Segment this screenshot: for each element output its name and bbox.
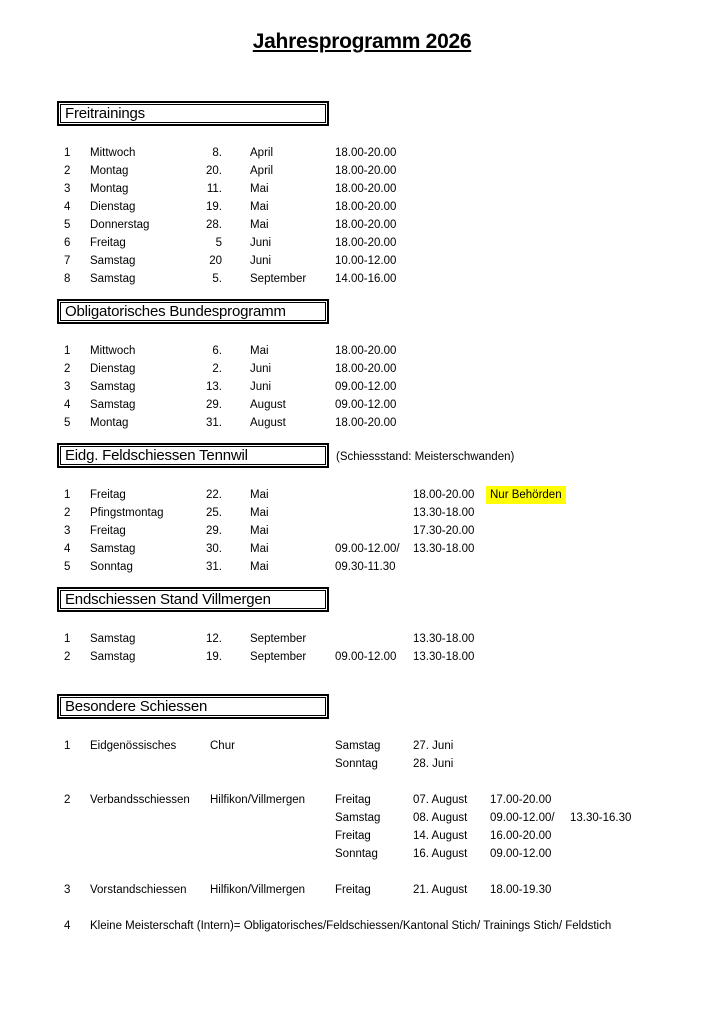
- table-row: [0, 558, 724, 576]
- weekday: Samstag: [90, 255, 136, 267]
- date-day: 12.: [206, 633, 222, 645]
- table-row: [0, 630, 724, 648]
- weekday: Sonntag: [335, 758, 378, 770]
- row-number: 7: [64, 255, 71, 267]
- date: 07. August: [413, 794, 468, 806]
- date-month: April: [250, 165, 274, 177]
- row-number: 1: [64, 345, 71, 357]
- table-row: [0, 504, 724, 522]
- date-month: Mai: [250, 345, 269, 357]
- weekday: Freitag: [90, 489, 126, 501]
- event-name: Eidgenössisches: [90, 740, 177, 752]
- event-location: Hilfikon/Villmergen: [210, 794, 306, 806]
- date: 27. Juni: [413, 740, 454, 752]
- weekday: Samstag: [90, 381, 136, 393]
- date-month: September: [250, 651, 307, 663]
- date-day: 6.: [212, 345, 222, 357]
- date-day: 31.: [206, 417, 222, 429]
- date-month: Mai: [250, 561, 269, 573]
- date-month: Mai: [250, 489, 269, 501]
- date-day: 19.: [206, 651, 222, 663]
- date-month: September: [250, 273, 307, 285]
- date-month: Juni: [250, 255, 272, 267]
- row-number: 1: [64, 489, 71, 501]
- time-range: 18.00-20.00: [335, 183, 397, 195]
- event-name: Verbandsschiessen: [90, 794, 190, 806]
- row-number: 1: [64, 633, 71, 645]
- time-range: 09.00-12.00: [335, 381, 397, 393]
- date-day: 19.: [206, 201, 222, 213]
- time-range: 18.00-20.00: [335, 201, 397, 213]
- weekday: Samstag: [335, 740, 381, 752]
- date: 16. August: [413, 848, 468, 860]
- date-month: April: [250, 147, 274, 159]
- note-badge: Nur Behörden: [486, 486, 566, 504]
- row-number: 4: [64, 201, 71, 213]
- weekday: Freitag: [90, 525, 126, 537]
- weekday: Samstag: [90, 273, 136, 285]
- weekday: Freitag: [335, 794, 371, 806]
- time-range: 09.00-12.00: [335, 399, 397, 411]
- weekday: Mittwoch: [90, 345, 136, 357]
- weekday: Freitag: [90, 237, 126, 249]
- event-location: Hilfikon/Villmergen: [210, 884, 306, 896]
- row-number: 6: [64, 237, 71, 249]
- table-row: [0, 737, 724, 755]
- row-number: 2: [64, 651, 71, 663]
- time-range: 17.30-20.00: [413, 525, 475, 537]
- table-row: [0, 360, 724, 378]
- table-row: [0, 144, 724, 162]
- weekday: Sonntag: [90, 561, 133, 573]
- weekday: Samstag: [335, 812, 381, 824]
- time-range: 18.00-20.00: [335, 345, 397, 357]
- date-month: August: [250, 417, 286, 429]
- date-day: 20.: [206, 165, 222, 177]
- row-number: 1: [64, 147, 71, 159]
- row-number: 5: [64, 219, 71, 231]
- event-location: Chur: [210, 740, 235, 752]
- section-heading-box: [60, 590, 326, 609]
- row-number: 2: [64, 165, 71, 177]
- row-number: 8: [64, 273, 71, 285]
- time-range: 18.00-20.00: [413, 489, 475, 501]
- table-row: [0, 396, 724, 414]
- table-row: [0, 198, 724, 216]
- row-number: 2: [64, 507, 71, 519]
- date-day: 13.: [206, 381, 222, 393]
- table-row: [0, 180, 724, 198]
- time-range: 18.00-20.00: [335, 147, 397, 159]
- table-row: [0, 486, 724, 504]
- date-day: 31.: [206, 561, 222, 573]
- time-range: 10.00-12.00: [335, 255, 397, 267]
- table-row: [0, 342, 724, 360]
- row-number: 4: [64, 920, 71, 932]
- table-row: [0, 162, 724, 180]
- table-row: [0, 522, 724, 540]
- weekday: Samstag: [90, 633, 136, 645]
- time-range: 18.00-20.00: [335, 237, 397, 249]
- date-month: Mai: [250, 201, 269, 213]
- date-month: Mai: [250, 525, 269, 537]
- table-row: [0, 540, 724, 558]
- time-range: 09.30-11.30: [335, 561, 396, 573]
- date-day: 20: [209, 255, 222, 267]
- date: 21. August: [413, 884, 468, 896]
- date-month: Juni: [250, 363, 272, 375]
- date-day: 29.: [206, 525, 222, 537]
- date: 28. Juni: [413, 758, 454, 770]
- table-row: [0, 252, 724, 270]
- row-number: 1: [64, 740, 71, 752]
- weekday: Montag: [90, 417, 129, 429]
- section-heading-box: [60, 302, 326, 321]
- date-day: 5: [215, 237, 222, 249]
- date-day: 5.: [212, 273, 222, 285]
- date-month: September: [250, 633, 307, 645]
- time-range: 13.30-18.00: [413, 651, 475, 663]
- time-range: 13.30-18.00: [413, 507, 475, 519]
- row-number: 4: [64, 543, 71, 555]
- time-range: 13.30-18.00: [413, 633, 475, 645]
- time-range: 17.00-20.00: [490, 794, 552, 806]
- row-number: 5: [64, 417, 71, 429]
- row-number: 4: [64, 399, 71, 411]
- weekday: Samstag: [90, 651, 136, 663]
- weekday: Samstag: [90, 399, 136, 411]
- table-row: [0, 845, 724, 863]
- time-range: 18.00-20.00: [335, 363, 397, 375]
- row-number: 3: [64, 525, 71, 537]
- date-day: 30.: [206, 543, 222, 555]
- date-day: 25.: [206, 507, 222, 519]
- note-text: Kleine Meisterschaft (Intern)= Obligatorisches/Feldschiessen/Kantonal Stich/ Trainings Stich/ Feldstich: [90, 920, 612, 932]
- weekday: Montag: [90, 165, 129, 177]
- table-row: [0, 648, 724, 666]
- time-range: 18.00-20.00: [335, 417, 397, 429]
- date-month: Mai: [250, 183, 269, 195]
- date-day: 22.: [206, 489, 222, 501]
- time-range: 14.00-16.00: [335, 273, 397, 285]
- date-day: 11.: [206, 183, 222, 195]
- section-heading-box: [60, 446, 326, 465]
- time-range: 09.00-12.00/: [490, 812, 555, 824]
- section-heading: Eidg. Feldschiessen Tennwil: [65, 447, 248, 464]
- date-month: Mai: [250, 219, 269, 231]
- section-heading-box: [60, 104, 326, 123]
- date-month: Juni: [250, 381, 272, 393]
- date-month: August: [250, 399, 286, 411]
- time-range: 13.30-18.00: [413, 543, 475, 555]
- date-month: Mai: [250, 543, 269, 555]
- table-row: [0, 216, 724, 234]
- date: 14. August: [413, 830, 468, 842]
- table-row: [0, 881, 724, 899]
- weekday: Samstag: [90, 543, 136, 555]
- table-row: [0, 755, 724, 773]
- row-number: 2: [64, 363, 71, 375]
- table-row: [0, 270, 724, 288]
- table-row: [0, 917, 724, 935]
- weekday: Pfingstmontag: [90, 507, 164, 519]
- time-range: 09.00-12.00/: [335, 543, 400, 555]
- section-heading-box: [60, 697, 326, 716]
- weekday: Sonntag: [335, 848, 378, 860]
- table-row: [0, 791, 724, 809]
- row-number: 3: [64, 183, 71, 195]
- weekday: Mittwoch: [90, 147, 136, 159]
- date-day: 29.: [206, 399, 222, 411]
- time-range: 13.30-16.30: [570, 812, 632, 824]
- weekday: Dienstag: [90, 363, 136, 375]
- schiessstand-note: (Schiessstand: Meisterschwanden): [336, 451, 515, 463]
- weekday: Freitag: [335, 830, 371, 842]
- time-range: 09.00-12.00: [490, 848, 552, 860]
- date: 08. August: [413, 812, 468, 824]
- date-day: 8.: [212, 147, 222, 159]
- weekday: Freitag: [335, 884, 371, 896]
- time-range: 16.00-20.00: [490, 830, 552, 842]
- section-heading: Endschiessen Stand Villmergen: [65, 591, 271, 608]
- weekday: Donnerstag: [90, 219, 150, 231]
- table-row: [0, 378, 724, 396]
- weekday: Montag: [90, 183, 129, 195]
- table-row: [0, 234, 724, 252]
- row-number: 3: [64, 884, 71, 896]
- row-number: 3: [64, 381, 71, 393]
- table-row: [0, 827, 724, 845]
- section-heading: Freitrainings: [65, 105, 145, 122]
- time-range: 18.00-19.30: [490, 884, 552, 896]
- row-number: 2: [64, 794, 71, 806]
- time-range: 09.00-12.00: [335, 651, 397, 663]
- section-heading: Obligatorisches Bundesprogramm: [65, 303, 286, 320]
- section-heading: Besondere Schiessen: [65, 698, 208, 715]
- time-range: 18.00-20.00: [335, 165, 397, 177]
- date-day: 28.: [206, 219, 222, 231]
- time-range: 18.00-20.00: [335, 219, 397, 231]
- table-row: [0, 809, 724, 827]
- table-row: [0, 414, 724, 432]
- page-title: Jahresprogramm 2026: [252, 30, 472, 53]
- event-name: Vorstandschiessen: [90, 884, 187, 896]
- date-month: Juni: [250, 237, 272, 249]
- row-number: 5: [64, 561, 71, 573]
- date-month: Mai: [250, 507, 269, 519]
- date-day: 2.: [212, 363, 222, 375]
- weekday: Dienstag: [90, 201, 136, 213]
